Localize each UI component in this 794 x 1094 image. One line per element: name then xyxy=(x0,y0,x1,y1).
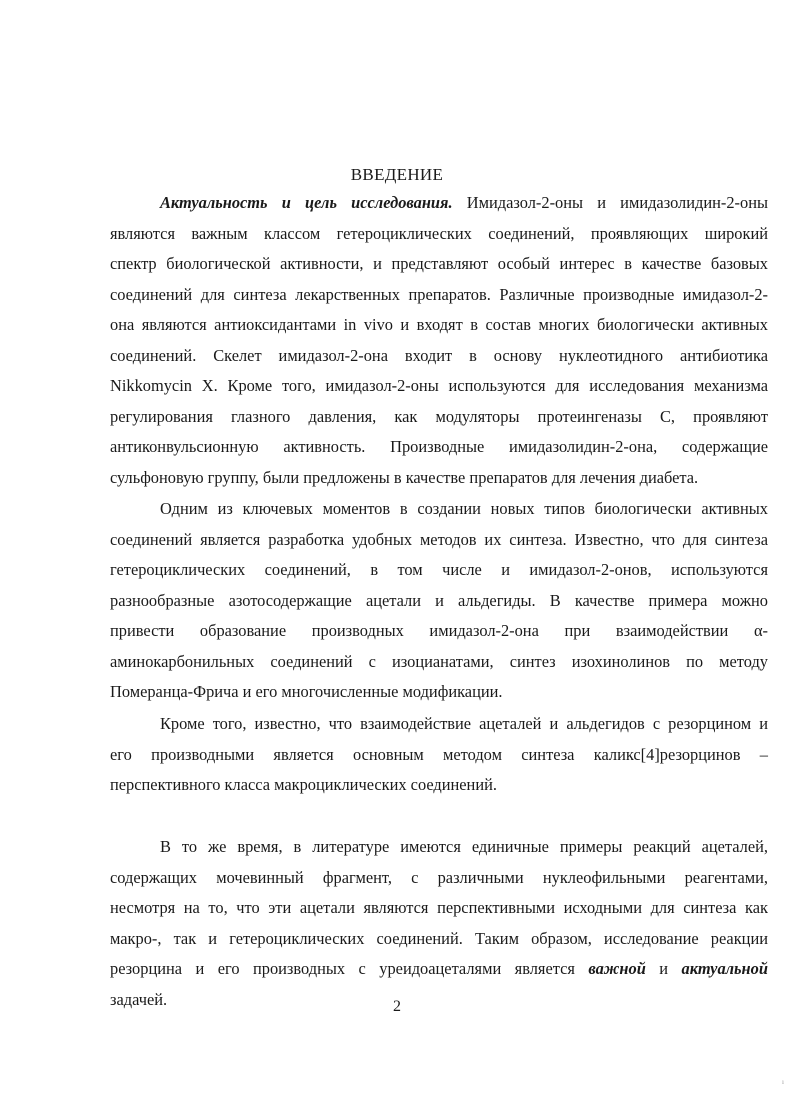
paragraph-line: спектр биологической активности, и представляют особый интерес в качестве базовых xyxy=(110,254,768,273)
paragraph-synthesis-methods xyxy=(110,494,768,708)
paragraph-line: соединений является разработка удобных методов их синтеза. Известно, что для синтеза xyxy=(110,529,768,549)
paragraph-line: гетероциклических соединений, в том числе и имидазол-2-онов, используются xyxy=(110,560,768,579)
paragraph-line: перспективного класса макроциклических соединений. xyxy=(110,775,497,794)
paragraph-line: сульфоновую группу, были предложены в качестве препаратов для лечения диабета. xyxy=(110,467,699,487)
paragraph-conclusion xyxy=(110,832,768,1015)
paragraph-line: Кроме того, известно, что взаимодействие ацеталей и альдегидов с резорцином и xyxy=(160,714,768,733)
emphasis-actual: актуальной xyxy=(681,959,768,978)
emphasis-important: важной xyxy=(588,959,646,978)
paragraph-line: соединений для синтеза лекарственных препаратов. Различные производные имидазол-2- xyxy=(110,284,768,304)
paragraph-line: аминокарбонильных соединений с изоцианатами, синтез изохинолинов по методу xyxy=(110,651,768,671)
paragraph-line: Актуальность и цель исследования. Имидазол-2-оны и имидазолидин-2-оны xyxy=(160,193,768,212)
paragraph-line: привести образование производных имидазол-2-она при взаимодействии α- xyxy=(110,621,768,640)
paragraph-line: разнообразные азотосодержащие ацетали и альдегиды. В качестве примера можно xyxy=(110,590,768,610)
paragraph-line: являются важным классом гетероциклических соединений, проявляющих широкий xyxy=(110,223,768,243)
section-title: ВВЕДЕНИЕ xyxy=(350,165,444,184)
paragraph-line: Одним из ключевых моментов в создании новых типов биологически активных xyxy=(160,499,768,518)
paragraph-resorcinol xyxy=(110,709,768,801)
emphasis-lead: Актуальность и цель исследования. xyxy=(160,193,453,212)
paragraph-line: Nikkomycin X. Кроме того, имидазол-2-оны используются для исследования механизма xyxy=(110,376,768,395)
paragraph-line: антиконвульсионную активность. Производные имидазолидин-2-она, содержащие xyxy=(110,437,768,456)
paragraph-line: задачей. xyxy=(110,989,168,1009)
paragraph-line: В то же время, в литературе имеются единичные примеры реакций ацеталей, xyxy=(160,837,768,856)
paragraph-relevance xyxy=(110,188,768,493)
paragraph-line: Померанца-Фрича и его многочисленные модификации. xyxy=(110,682,503,701)
page-number: 2 xyxy=(393,998,401,1015)
paragraph-line: его производными является основным методом синтеза каликс[4]резорцинов – xyxy=(110,744,768,764)
scan-edge-mark: ı xyxy=(782,1078,784,1086)
paragraph-line: соединений. Скелет имидазол-2-она входит в основу нуклеотидного антибиотика xyxy=(110,345,768,365)
paragraph-line: макро-, так и гетероциклических соединений. Таким образом, исследование реакции xyxy=(110,928,768,948)
paragraph-line: содержащих мочевинный фрагмент, с различными нуклеофильными реагентами, xyxy=(110,867,768,887)
paragraph-line: резорцина и его производных с уреидоацеталями является важной и актуальной xyxy=(110,959,768,978)
paragraph-line: она являются антиоксидантами in vivo и входят в состав многих биологически активных xyxy=(110,315,768,334)
paragraph-line: регулирования глазного давления, как модуляторы протеингеназы С, проявляют xyxy=(110,406,768,426)
paragraph-line: несмотря на то, что эти ацетали являются перспективными исходными для синтеза как xyxy=(110,898,768,917)
